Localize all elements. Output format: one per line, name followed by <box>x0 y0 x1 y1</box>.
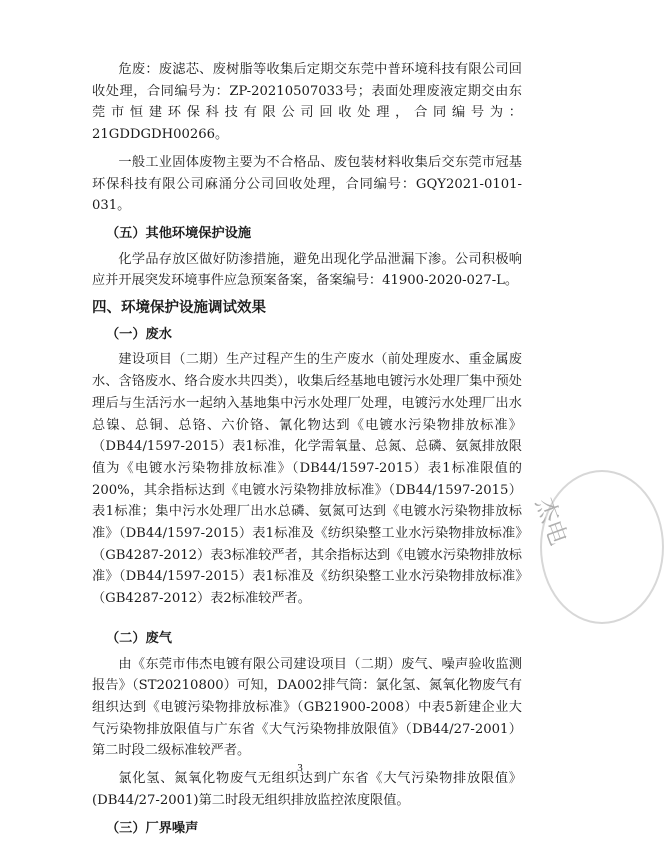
wastewater-heading: （一）废水 <box>106 326 172 342</box>
spacer <box>92 616 522 626</box>
section-other-facilities-heading: （五）其他环境保护设施 <box>106 225 252 241</box>
page-body <box>92 59 522 843</box>
company-seal-stamp <box>530 470 664 624</box>
page-number: 3 <box>297 762 303 774</box>
general-solid-waste-paragraph: 一般工业固体废物主要为不合格品、废包装材料收集后交东莞市冠基环保科技有限公司麻涌分公司回收处理，合同编号：GQY2021-0101-031。 <box>92 154 522 214</box>
chapter-4-heading: 四、环境保护设施调试效果 <box>92 300 266 317</box>
hazardous-waste-paragraph: 危废：废滤芯、废树脂等收集后定期交东莞中普环境科技有限公司回收处理，合同编号为：ZP-20210507033号；表面处理废液定期交由东莞市恒建环保科技有限公司回收处理，合同编号为：21GDDGDH00266。 <box>92 62 522 143</box>
exhaust-heading: （二）废气 <box>106 630 172 646</box>
exhaust-text-1: 由《东莞市伟杰电镀有限公司建设项目（二期）废气、噪声验收监测报告》（ST20210800）可知，DA002排气筒：氯化氢、氮氧化物废气有组织达到《电镀污染物排放标准》（GB21900-2008）中表5新建企业大气污染物排放限值与广东省《大气污染物排放限值》（DB44/27-2001）第二时段二级标准较严者。 <box>92 656 522 759</box>
noise-heading: （三）厂界噪声 <box>106 820 199 836</box>
wastewater-text: 建设项目（二期）生产过程产生的生产废水（前处理废水、重金属废水、含铬废水、络合废水共四类），收集后经基地电镀污水处理厂集中预处理后与生活污水一起纳入基地集中污水处理厂处理，电镀污水处理厂出水总镍、总铜、总铬、六价铬、氰化物达到《电镀水污染物排放标准》（DB44/1597-2015）表1标准，化学需氧量、总氮、总磷、氨氮排放限值为《电镀水污染物排放标准》（DB44/1597-2015）表1标准限值的200%，其余指标达到《电镀水污染物排放标准》（DB44/1597-2015）表1标准；集中污水处理厂出水总磷、氨氮可达到《电镀水污染物排放标准》（DB44/1597-2015）表1标准及《纺织染整工业水污染物排放标准》（GB4287-2012）表3标准较严者，其余指标达到《电镀水污染物排放标准》（DB44/1597-2015）表1标准及《纺织染整工业水污染物排放标准》（GB4287-2012）表2标准较严者。 <box>92 352 522 607</box>
exhaust-text-2: 氯化氢、氮氧化物废气无组织达到广东省《大气污染物排放限值》(DB44/27-2001)第二时段无组织排放监控浓度限值。 <box>92 771 522 808</box>
section-other-facilities-text: 化学品存放区做好防渗措施，避免出现化学品泄漏下渗。公司积极响应并开展突发环境事件应急预案备案，备案编号：41900-2020-027-L。 <box>92 251 522 289</box>
seal-text: 杰电 <box>530 494 573 549</box>
